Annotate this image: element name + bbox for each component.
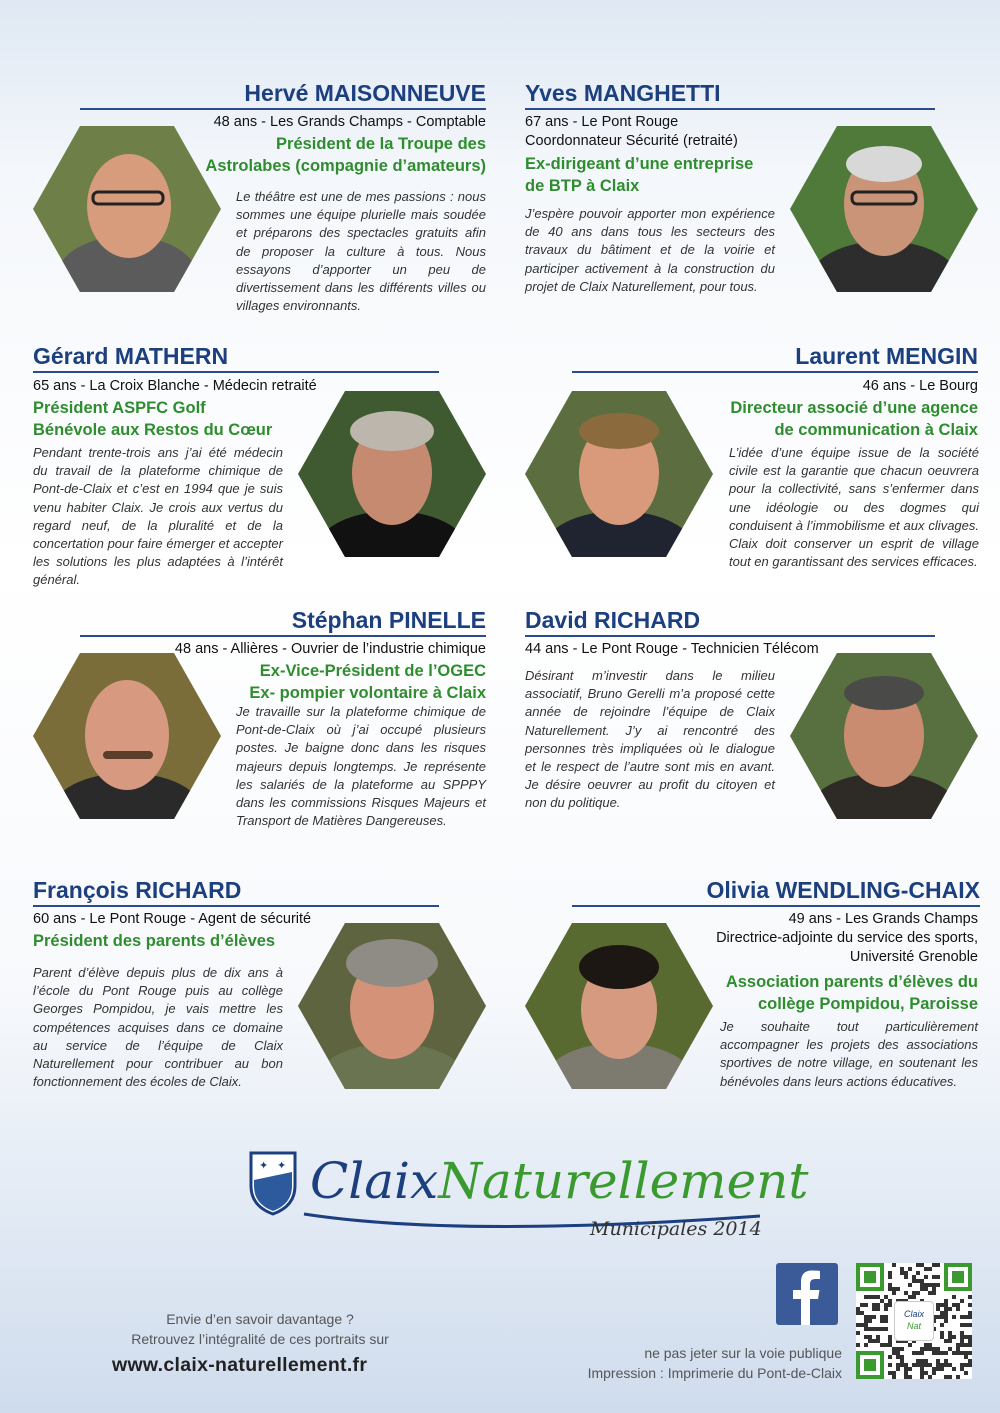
member-photo	[33, 653, 221, 819]
name-underline	[33, 371, 439, 373]
crest-icon	[248, 1150, 298, 1216]
member-name: Laurent MENGIN	[795, 343, 978, 369]
member-meta: 46 ans - Le Bourg	[862, 378, 978, 394]
name-underline	[80, 108, 486, 110]
member-bio: J’espère pouvoir apporter mon expérience de 40 ans dans tous les secteurs des travaux du bâtiment et de la voirie et participer activement à la construction du projet de Claix Naturellement, pour tous.	[525, 206, 775, 294]
member-photo	[525, 923, 713, 1089]
member-role: Association parents d’élèves du collège Pompidou, Paroisse	[725, 973, 978, 1013]
footer-invite-2: Retrouvez l’intégralité de ces portraits sur	[131, 1331, 389, 1347]
footer-notice-2: Impression : Imprimerie du Pont-de-Claix	[587, 1365, 842, 1381]
footer-invite-1: Envie d’en savoir davantage ?	[166, 1311, 354, 1327]
website-link[interactable]: www.claix-naturellement.fr	[112, 1354, 368, 1376]
member-name: Yves MANGHETTI	[525, 80, 721, 106]
name-underline	[572, 905, 980, 907]
logo-subtitle: Municipales 2014	[590, 1218, 762, 1240]
member-bio: L’idée d’une équipe issue de la société civile est la garantie que chacun oeuvrera pour la collectivité, sans s’enfermer dans une idéologie ou des dogmes qui conduisent à l’immobilisme et aux clivages. Claix doit conserver un esprit de village tout en garantissant des services efficaces.	[729, 445, 979, 570]
logo-claix: Claix	[310, 1152, 439, 1210]
logo-wordmark	[310, 1152, 808, 1212]
member-bio: Je souhaite tout particulièrement accompagner les projets des associations sportives de notre village, en soutenant les bénévoles dans leurs actions éducatives.	[720, 1019, 978, 1089]
member-name: Olivia WENDLING-CHAIX	[706, 877, 980, 903]
member-name: Stéphan PINELLE	[291, 607, 486, 633]
member-role: Ex-dirigeant d’une entreprise de BTP à Claix	[525, 155, 754, 195]
member-photo	[790, 653, 978, 819]
portrait-icon	[525, 923, 713, 1089]
member-role: Ex-Vice-Président de l’OGEC Ex- pompier volontaire à Claix	[249, 662, 486, 702]
member-meta: 65 ans - La Croix Blanche - Médecin retraité	[33, 378, 317, 394]
qr-center-logo	[894, 1301, 934, 1341]
qr-label-claix: Claix	[903, 1309, 924, 1319]
member-photo	[525, 391, 713, 557]
member-meta: 60 ans - Le Pont Rouge - Agent de sécurité	[33, 911, 312, 927]
member-meta: 48 ans - Allières - Ouvrier de l’industrie chimique	[174, 641, 486, 657]
qr-code-icon[interactable]	[856, 1263, 972, 1379]
member-bio: Parent d’élève depuis plus de dix ans à l’école du Pont Rouge puis au collège Georges Pompidou, je vais mettre les compétences acquises dans ce domaine au service de l’équipe de Claix Naturellement pour contribuer au bon fonctionnement des écoles de Claix.	[33, 965, 283, 1090]
member-role: Président ASPFC Golf Bénévole aux Restos du Cœur	[33, 399, 273, 439]
svg-text:✦: ✦	[277, 1159, 287, 1172]
member-name: Hervé MAISONNEUVE	[244, 80, 486, 106]
member-bio: Désirant m’investir dans le milieu associatif, Bruno Gerelli m’a proposé cette année de rejoindre l’équipe de Claix Naturellement. J’y ai rencontré des personnes très impliquées où le dialogue et le respect de l’autre sont mis en avant. Je désire oeuvrer au profit du citoyen et non du politique.	[525, 668, 775, 811]
member-name: François RICHARD	[33, 877, 242, 903]
member-name: David RICHARD	[525, 607, 701, 633]
portrait-icon	[33, 653, 221, 819]
member-bio: Pendant trente-trois ans j’ai été médecin du travail de la plateforme chimique de Pont-de-Claix et c’est en 1994 que je suis venu habiter Claix. Je crois aux vertus du regard neuf, de la pluralité et de la concertation pour faire émerger et accepter les solutions les plus adaptées à l’intérêt général.	[33, 445, 283, 588]
footer-notice-1: ne pas jeter sur la voie publique	[644, 1345, 842, 1361]
name-underline	[33, 905, 439, 907]
member-name: Gérard MATHERN	[33, 343, 229, 369]
svg-text:✦: ✦	[259, 1159, 269, 1172]
member-role: Président de la Troupe des Astrolabes (compagnie d’amateurs)	[205, 135, 486, 175]
member-bio: Je travaille sur la plateforme chimique de Pont-de-Claix où j’ai occupé plusieurs postes. Je baigne donc dans les risques majeurs depuis longtemps. Je représente les salariés de la plateforme au SPPPY dans les commissions Risques Majeurs et Transport de Matières Dangereuses.	[236, 704, 486, 829]
portrait-icon	[298, 923, 486, 1089]
member-meta: 44 ans - Le Pont Rouge - Technicien Télécom	[525, 641, 819, 657]
member-photo	[298, 391, 486, 557]
qr-label-nat: Nat	[906, 1321, 921, 1331]
name-underline	[525, 635, 935, 637]
member-role: Directeur associé d’une agence de communication à Claix	[730, 399, 978, 439]
portrait-icon	[790, 653, 978, 819]
portrait-icon	[298, 391, 486, 557]
facebook-icon[interactable]	[776, 1263, 838, 1325]
member-bio: Le théâtre est une de mes passions : nous sommes une équipe plurielle mais soudée et préparons des spectacles gratuits afin de proposer la culture à tous. Nous essayons d’apporter un peu de divertissement dans les différents villes ou villages environnants.	[236, 189, 486, 314]
member-photo	[298, 923, 486, 1089]
name-underline	[525, 108, 935, 110]
member-meta: 49 ans - Les Grands Champs Directrice-adjointe du service des sports, Université Grenoble	[716, 911, 978, 965]
portrait-icon	[525, 391, 713, 557]
name-underline	[80, 635, 486, 637]
name-underline	[572, 371, 978, 373]
member-meta: 67 ans - Le Pont Rouge Coordonnateur Sécurité (retraité)	[525, 114, 738, 149]
member-meta: 48 ans - Les Grands Champs - Comptable	[213, 114, 486, 130]
logo-naturellement: Naturellement	[438, 1152, 809, 1210]
member-role: Président des parents d’élèves	[33, 932, 276, 950]
